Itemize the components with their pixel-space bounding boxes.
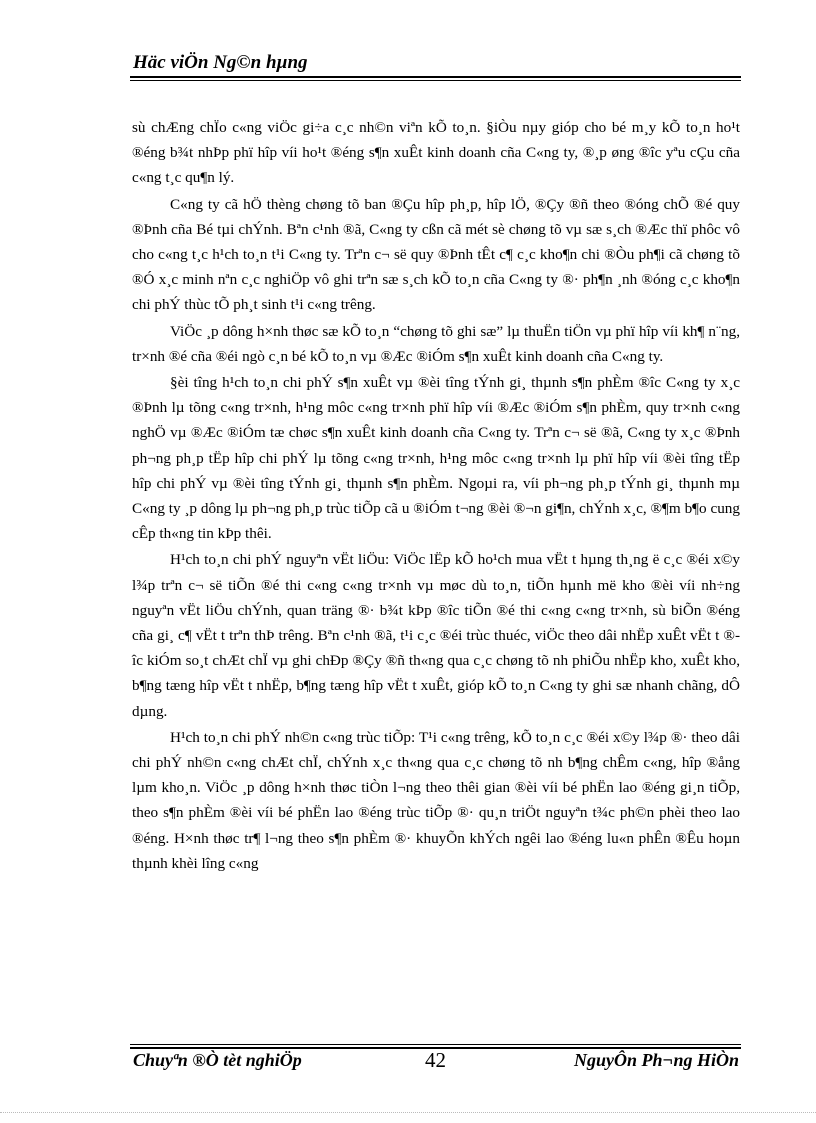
running-footer — [133, 1050, 741, 1076]
footer-rule-thin — [130, 1044, 741, 1045]
paragraph: H¹ch to¸n chi phÝ nh©n c«ng trùc tiÕp: T¹i c«ng trêng, kÕ to¸n c¸c ®éi x©y l¾p ®· theo dâi chi phÝ nh©n c«ng chÆt chÏ, chÝnh x¸c th«ng qua c¸c chøng tõ nh b¶ng chÊm c«ng, hîp ®ång lµm kho¸n. ViÖc ¸p dông h×nh thøc tiÒn l¬ng theo thêi gian ®èi víi bé phËn lao ®éng gi¸n tiÕp, theo s¶n phÈm ®èi víi bé phËn lao ®éng trùc tiÕp ®· qu¸n triÖt nguyªn t¾c ph©n phèi theo lao ®éng. H×nh thøc tr¶ l¬ng theo s¶n phÈm ®· khuyÕn khÝch ngêi lao ®éng lu«n phÊn ®Êu hoµn thµnh khèi lîng c«ng — [132, 728, 740, 872]
paragraph: §èi tîng h¹ch to¸n chi phÝ s¶n xuÊt vµ ®èi tîng tÝnh gi¸ thµnh s¶n phÈm ®îc C«ng ty x¸c ®Þnh lµ tõng c«ng tr×nh, h¹ng môc c«ng tr×nh phï hîp víi ®Æc ®iÓm s¶n phÈm, quy tr×nh c«ng nghÖ vµ ®Æc ®iÓm tæ chøc s¶n xuÊt kinh doanh cña C«ng ty. Trªn c¬ së ®ã, C«ng ty x¸c ®Þnh ph¬ng ph¸p tËp hîp chi phÝ lµ tõng c«ng tr×nh, h¹ng môc c«ng tr×nh lµ phï hîp víi ®èi tîng tËp hîp chi phÝ vµ ®èi tîng tÝnh gi¸ thµnh s¶n phÈm. Ngoµi ra, víi ph¬ng ph¸p tÝnh gi¸ thµnh mµ C«ng ty ¸p dông lµ ph¬ng ph¸p trùc tiÕp cã u ®iÓm t¬ng ®èi ®¬n gi¶n, chÝnh x¸c, ®¶m b¶o cung cÊp th«ng tin kÞp thêi. — [132, 374, 740, 543]
footer-author: NguyÔn Ph¬ng HiÒn — [574, 1050, 739, 1070]
header-rule-thin — [130, 80, 741, 81]
running-header: Häc viÖn Ng©n hµng — [133, 52, 308, 73]
header-rule — [130, 76, 741, 78]
body-text — [132, 115, 740, 877]
footer-document-type: Chuyªn ®Ò tèt nghiÖp — [133, 1050, 302, 1070]
page-number: 42 — [425, 1048, 446, 1072]
paragraph: C«ng ty cã hÖ thèng chøng tõ ban ®Çu hîp ph¸p, hîp lÖ, ®Çy ®ñ theo ®óng chÕ ®é quy ®Þnh cña Bé tµi chÝnh. Bªn c¹nh ®ã, C«ng ty cßn cã mét sè chøng tõ vµ sæ s¸ch ®Æc thï phôc vô cho c«ng t¸c h¹ch to¸n t¹i C«ng ty. Trªn c¬ së quy ®Þnh tÊt c¶ c¸c kho¶n chi ®Òu ph¶i cã chøng tõ ®Ó x¸c minh nªn c¸c nghiÖp vô ghi trªn sæ s¸ch kÕ to¸n cña C«ng ty ®· ph¶n ¸nh ®óng c¸c kho¶n chi phÝ thùc tÕ ph¸t sinh t¹i c«ng trêng. — [132, 195, 740, 314]
page-edge-divider — [0, 1112, 816, 1113]
paragraph: H¹ch to¸n chi phÝ nguyªn vËt liÖu: ViÖc lËp kÕ ho¹ch mua vËt t hµng th¸ng ë c¸c ®éi x©y l¾p trªn c¬ së tiÕn ®é thi c«ng c«ng tr×nh vµ møc dù to¸n, tiÕn hµnh më kho ®èi víi nh÷ng nguyªn vËt liÖu chÝnh, quan träng ®· b¾t kÞp ®îc tiÕn ®é thi c«ng c«ng tr×nh, sù biÕn ®éng cña gi¸ c¶ vËt t trªn thÞ trêng. Bªn c¹nh ®ã, t¹i c¸c ®éi trùc thuéc, viÖc theo dâi nhËp xuÊt vËt t ®îc kiÓm so¸t chÆt chÏ vµ ghi chÐp ®Çy ®ñ th«ng qua c¸c chøng tõ nh phiÕu nhËp kho, xuÊt kho, b¶ng tæng hîp vËt t nhËp, b¶ng tæng hîp vËt t xuÊt, gióp kÕ to¸n C«ng ty ghi sæ nhanh chãng, dÔ dµng. — [132, 551, 740, 720]
paragraph: ViÖc ¸p dông h×nh thøc sæ kÕ to¸n “chøng tõ ghi sæ” lµ thuËn tiÖn vµ phï hîp víi kh¶ n¨ng, tr×nh ®é cña ®éi ngò c¸n bé kÕ to¸n vµ ®Æc ®iÓm s¶n xuÊt kinh doanh cña C«ng ty. — [132, 322, 740, 365]
paragraph: sù chÆng chÏo c«ng viÖc gi÷a c¸c nh©n viªn kÕ to¸n. §iÒu nµy gióp cho bé m¸y kÕ to¸n ho¹t ®éng b¾t nhÞp phï hîp víi ho¹t ®éng s¶n xuÊt kinh doanh cña C«ng ty, ®¸p øng ®îc yªu cÇu cña c«ng t¸c qu¶n lý. — [132, 119, 740, 187]
